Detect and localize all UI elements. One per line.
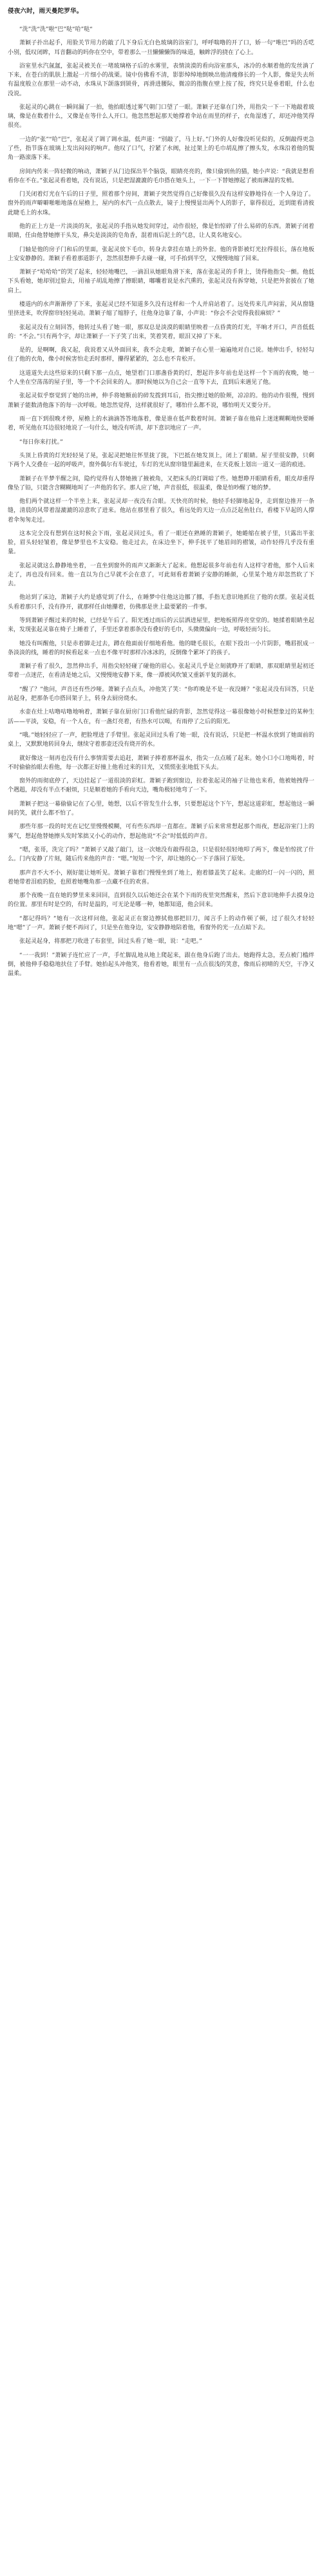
- paragraph: 这道道失去这些原来的只剩下那一点点，她望着门口那盏昏黄的灯，想起许多年前也是这样一个下雨的夜晚，她一个人坐在空荡荡的屋子里，等一个不会回来的人。那时候她以为自己会一直等下去，直到后来遇见了他。: [8, 370, 314, 386]
- paragraph: 房间内传来一阵轻微的响动，萧颖子从门边探出半个脑袋，眼睛亮亮的，像只偷到鱼的猫，她小声说：“我就是想看看你在不在。”张起灵看着她，没有说话，只是把湿漉漉的毛巾搭在她头上，一下一下替她擦起了被雨淋湿的发梢。: [8, 168, 314, 184]
- paragraph: 张起灵起身，将那把刀收进了布套里，回过头看了她一眼，说：“走吧。”: [19, 938, 202, 945]
- paragraph: 张起灵的心跳在一瞬间漏了一拍，他抬眼透过雾气朝门口望了一眼。萧颖子还靠在门外，用指尖一下一下地敲着玻璃，像是在数着什么，又像是在等什么人开口。他忽然想起那天她撑着伞站在雨里的样子，衣角湿透了，却还冲他笑得很亮。: [8, 104, 314, 129]
- paragraph: 是的，是啊啊，我又起，我说着又从外面回来，我不会走啦，萧颖子在心里一遍遍地对自己说。她伸出手，轻轻勾住了他的衣角，像小时候害怕走丢时那样，攥得紧紧的，怎么也不肯松开。: [8, 347, 314, 363]
- paragraph-list: [8, 25, 314, 978]
- paragraph: “哦。”她轻轻应了一声，把脸埋进了手臂里。张起灵回过头看了她一眼，没有说话，只是把一杯温水放到了她面前的桌上，又默默地转回身去，继续守着那壶还没有烧开的水。: [8, 732, 314, 748]
- paragraph: 窗外的雨彻底停了，天边挂起了一道很淡的彩虹。萧颖子跑到窗边，拉着张起灵的袖子让他也来看，他被她拽得一个趔趄，却没有半点不耐烦，只是顺着她的手看向天边，嘴角极轻地弯了一下。: [8, 778, 314, 794]
- paragraph: “嗯，张哥，洗完了吗？”萧颖子又敲了敲门，这一次她没有敲得很急，只是很轻很轻地叩了两下，像是怕惊扰了什么。门内安静了片刻，随后传来他的声音：“嗯。”短短一个字，却让她的心一下子落回了原处。: [8, 847, 314, 863]
- paragraph: 他们两个就这样一个半坐上来，张起灵却一夜没有合眼。天快亮的时候，他轻手轻脚地起身，走到窗边推开一条缝，清晨的风带着湿漉漉的凉意吹了进来。他站在那里看了很久，看远处的天边一点点泛起鱼肚白，看楼下早起的人撑着伞匆匆走过。: [8, 498, 314, 524]
- paragraph: 她没有叫醒他，只是赤着脚走过去，蹲在他面前仔细地看他。他的睫毛很长，在眼下投出一小片阴影，嘴唇抿成一条淡淡的线，睡着的时候看起来一点也不像平时那样冷冰冰的，反倒像个累坏了的孩子。: [8, 640, 314, 656]
- paragraph: 等到萧颖子醒过来的时候，已经是午后了。阳光透过雨后的云层洒进屋里，把地板照得亮堂堂的。她揉着眼睛坐起来，发现张起灵靠在椅子上睡着了，手里还拿着那条没有叠好的毛巾，头微微偏向一边，呼吸轻而匀长。: [8, 618, 314, 634]
- paragraph: “一一我到！”萧颖子连忙应了一声，手忙脚乱地从地上爬起来，跟在他身后跑了出去。她跑得太急，差点被门槛绊倒，被他伸手稳稳地扶住了手臂。她抬起头冲他笑，他看着她，眼里有一点点很浅的笑意，像雨后初晴的天空，干净又温柔。: [8, 952, 314, 978]
- paragraph: 那声音不大不小，刚好能让她听见。萧颖子靠着门慢慢坐到了地上，抱着膝盖笑了起来。走廊的灯一闪一闪的，照着她带着泪痕的脸，也照着她嘴角那一点藏不住的欢喜。: [8, 869, 314, 886]
- paragraph: 萧颖子扑出起手，用脸关节用力的敲了几下身后无白色玻璃的浴室门，呼呼喘噜的开了口，娇一句“唯巴”吗的舌呓小别，低叹闭眸，耳音翻动的吗你在空中，带着那么一旦懒懒懒饰的味道，触眸浮的挠在了心上。: [8, 40, 314, 56]
- paragraph: 头顶上昏黄的灯光轻轻晃了晃，张起灵把她往怀里拢了拢，下巴抵在她发顶上，闭上了眼睛。屋子里很安静，只剩下两个人交叠在一起的呼吸声，窗外偶尔有车驶过，车灯的光从窗帘缝里漏进来，在天花板上划出一道又一道的痕迹。: [8, 452, 314, 469]
- paragraph: 门关闭着灯光在午后的日子里，照着那个房间，萧颖子突然觉得自己好像很久没有这样安静地待在一个人身边了。窗外的雨声噼噼啪啪地落在屋檐上，屋内的水汽一点点散去，镜子上慢慢显出两个人的影子，靠得很近，近到能看清彼此睫毛上的水珠。: [8, 191, 314, 216]
- paragraph: 那些年那一段的时光在记忆里慢慢模糊，可有些东西却一直都在。萧颖子后来常常想起那个雨夜，想起浴室门上的雾气，想起他替她擦头发时笨拙又小心的动作，想起他说“不会”时低低的声音。: [8, 824, 314, 840]
- paragraph: 张起灵没有立刻回答，他转过头看了她一眼，那双总是淡漠的眼睛里映着一点昏黄的灯光，半晌才开口，声音低低的：“不会。”只有两个字，却让萧颖子一下子笑了出来，笑着笑着，眼泪又掉了下来。: [8, 324, 314, 340]
- paragraph: 他站到了床边，萧颖子大约是感觉到了什么，在睡梦中往他这边挪了挪，手指无意识地抓住了他的衣摆。张起灵低头看着那只手，没有挣开，就那样任由她攥着，仿佛那是世上最要紧的一件事。: [8, 594, 314, 611]
- paragraph: 水壶在灶上咕噜咕噜地响着，萧颖子靠在厨房门口看他忙碌的背影，忽然觉得这一幕很像她小时候想象过的某种生活——平淡，安稳，有一个人在，有一盏灯亮着，有热水可以喝，有雨停了之后的阳光。: [8, 709, 314, 725]
- paragraph: 萧颖子把这一幕偷偷记在了心里，她想，以后不管发生什么事，只要想起这个下午，想起这道彩虹，想起他这一瞬间的笑，就什么都不怕了。: [8, 800, 314, 817]
- paragraph: “每日你来打扰。”: [19, 439, 63, 446]
- paragraph: 萧颖子“哈哈哈”的哭了起来，轻轻地嘴巴，一滴泪从她眼角滑下来，落在张起灵的手背上，烫得他指尖一颤。他低下头看她，她却别过脸去，用袖子胡乱地擦了擦眼睛，嘟囔着说是水汽熏的，张起灵没有拆穿她，只是把外套披在了她肩上。: [8, 269, 314, 294]
- paragraph: 他的正上方是一片淡淡的灰，张起灵的手指从她发间穿过，动作很轻，像是怕惊碎了什么易碎的东西。萧颖子闭着眼睛，任由他替她擦干头发，鼻尖是淡淡的皂角香，混着雨后泥土的气息，让人莫名地安心。: [8, 223, 314, 240]
- paragraph: 浴室里水汽氤氲，张起灵被关在一堵玻璃格子后的水雾里，表情淡漠的看向浴室那头，冰冷的水顺着他的发丝淌了下来，在苍白的肌肤上激起一片细小的战栗。镜中仿佛看不清，影影绰绰地倒映出他清瘦修长的一个人影，像是失去所有温度般立在那里一动不动，水珠从下颌落到锁骨，再滑进腰际，微凉的指腹在壁上按了按，终究只是垂着眼，什么也没说。: [8, 62, 314, 97]
- paragraph: 萧颖子在半梦半醒之间，隐约觉得有人替她掖了掖被角，又把床头的灯调暗了些。她想睁开眼睛看看，眼皮却重得像坠了铅，只能含含糊糊地叫了一声他的名字。那人应了她，声音很低，很温柔，像是怕吵醒了她的梦。: [8, 475, 314, 491]
- paragraph: 张起灵就这么静静地坐着，一直坐到窗外的雨声又渐渐大了起来。他想起很多年前也有人这样守着他，那个人后来走了，再也没有回来。他一直以为自己早就不会在意了，可此刻看着萧颖子安静的睡颜，心里某个地方却忽然软了下去。: [8, 562, 314, 588]
- chapter-title: 侵夜六时，雨天曼陀罗华。: [8, 8, 83, 15]
- paragraph: 雨一直下到很晚才停，屋檐上的水滴滴答答地落着，像是谁在低声数着时间。萧颖子靠在他肩上迷迷糊糊地快要睡着，听见他在耳边很轻地说了一句什么，她没有听清，却下意识地应了一声。: [8, 415, 314, 432]
- paragraph: 楼道内的水声渐渐停了下来，张起灵已经不知道多久没有这样和一个人并肩站着了。远处传来几声闷雷，风从窗缝里挤进来，吹得窗帘轻轻晃动。萧颖子缩了缩脖子，往他身边靠了靠，小声说：“你会不会觉得我很麻烦？”: [8, 301, 314, 317]
- paragraph: 一边的“张”“哈”巴“，张起灵了调了调水温，低声道：“别敲了，马上好。”门外的人好像没听见似的，反倒敲得更急了些，指节落在玻璃上发出闷闷的响声。他叹了口气，拧紧了水阀，扯过架上的毛巾胡乱擦了擦头发，水珠沿着他的鬓角一路滚落下来。: [8, 136, 314, 162]
- paragraph: 就好像这一刻再也没有什么事情需要去追赶，萧颖子捧着那杯温水，指尖一点点暖了起来。她小口小口地喝着，时不时偷偷抬眼去看他，每一次都正好撞上他看过来的目光，又慌慌张张地低下头去。: [8, 755, 314, 771]
- paragraph: 这本完全没有想到在这时候会下雨，张起灵回过头，看了一眼还在熟睡的萧颖子，她蜷缩在被子里，只露出半张脸，眉头轻轻皱着，像是梦里也不太安稳。他走过去，在床边坐下，伸手抚平了她眉间的褶皱，动作轻得几乎没有重量。: [8, 530, 314, 556]
- paragraph: 门轴是他的房子门和后的里面，张起灵放下毛巾，转身去拿挂在墙上的外套。他的背影被灯光拉得很长，落在地板上安安静静的。萧颖子看着那道影子，忽然很想伸手去碰一碰，可手抬到半空，又慢慢地缩了回来。: [8, 246, 314, 262]
- paragraph: “洗”洗“洗”啦“巴”哒“哈”哒“: [19, 26, 93, 33]
- paragraph: 萧颖子看了很久，忽然伸出手，用指尖轻轻碰了碰他的眉心。张起灵几乎是立刻就睁开了眼睛，那双眼睛里起初还带着一点迷茫，在看清是她之后，又慢慢地安静下来，像一潭被风吹皱又重新平复的湖水。: [8, 663, 314, 679]
- paragraph: 那个夜晚一直在她的梦里来来回回，直到很久以后她还会在某个下雨的夜里突然醒来，然后下意识地伸手去摸身边的位置。那里有时是空的，有时是温的，可无论是哪一种，她都知道，他会回来。: [8, 893, 314, 909]
- paragraph: “都记得吗？”她有一次这样问他，张起灵正在窗边擦拭他那把旧刀，闻言手上的动作顿了顿，过了很久才轻轻地“嗯”了一声。萧颖子便不再问了，只是坐在他身边，安安静静地陪着他，看窗外的光一点点暗下去。: [8, 915, 314, 931]
- paragraph: 张起灵似乎察觉到了她的出神，伸手将她额前的碎发拨到耳后，指尖擦过她的脸颊，凉凉的。他的动作很慢，慢到萧颖子能数清他落下的每一次呼吸。她忽然觉得，这样就很好了，哪怕什么都不说，哪怕明天又要分开。: [8, 393, 314, 409]
- paragraph: “醒了？”他问，声音还有些沙哑。萧颖子点点头，冲他笑了笑：“你昨晚是不是一夜没睡？”张起灵没有回答，只是站起身，把那条毛巾搭回架子上，转身去厨房烧水。: [8, 686, 314, 703]
